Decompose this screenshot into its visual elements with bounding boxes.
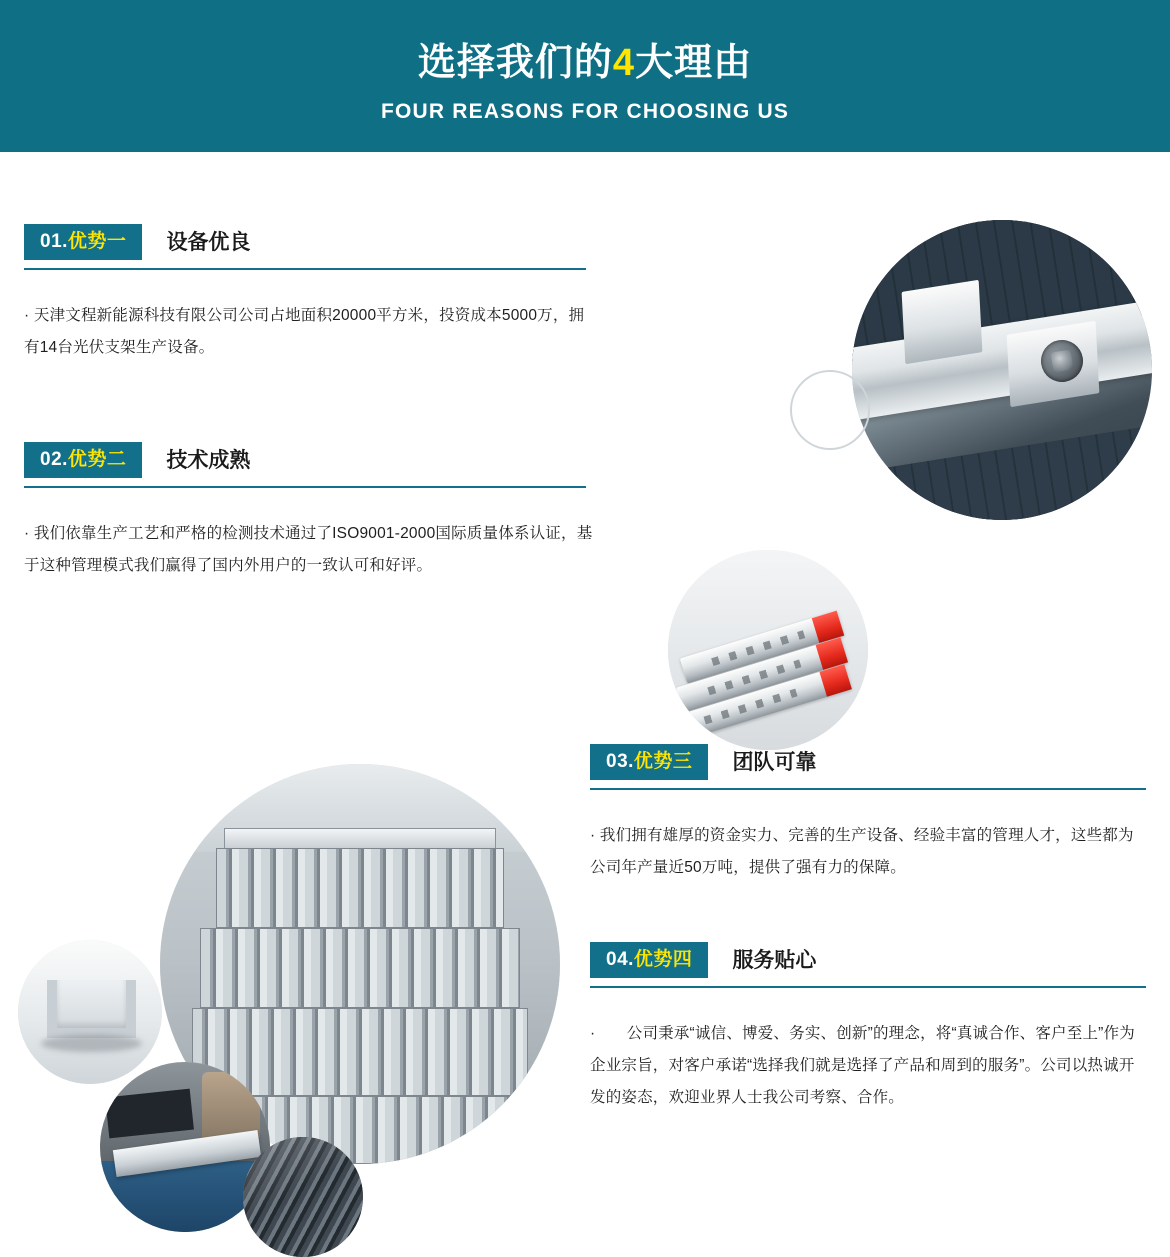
page-banner bbox=[0, 0, 1170, 152]
reason-label-03: 优势三 bbox=[633, 751, 693, 772]
reason-label-01: 优势一 bbox=[67, 231, 127, 252]
solar-rail-clamp-photo bbox=[852, 220, 1152, 520]
reason-header-02 bbox=[24, 442, 604, 478]
steel-coil-photo bbox=[243, 1137, 363, 1257]
reason-rule-02 bbox=[24, 486, 586, 488]
reason-title-01: 设备优良 bbox=[166, 231, 251, 254]
decorative-circle-outline bbox=[790, 370, 870, 450]
reason-number-02: 02. bbox=[40, 449, 68, 470]
reason-body-02: · 我们依靠生产工艺和严格的检测技术通过了ISO9001-2000国际质量体系认证，基于这种管理模式我们赢得了国内外用户的一致认可和好评。 bbox=[24, 525, 593, 574]
reason-number-03: 03. bbox=[606, 751, 634, 772]
reason-rule-04 bbox=[590, 986, 1146, 988]
page-title-highlight: 4 bbox=[612, 42, 636, 84]
machine-body bbox=[105, 1088, 194, 1137]
c-channel-profile bbox=[47, 980, 136, 1038]
content-area bbox=[0, 152, 1170, 1200]
reason-header-01 bbox=[24, 224, 604, 260]
reason-label-02: 优势二 bbox=[67, 449, 127, 470]
clamp-left bbox=[902, 280, 983, 364]
reason-block-04 bbox=[590, 942, 1146, 1113]
reason-block-03 bbox=[590, 744, 1146, 884]
reason-number-04: 04. bbox=[606, 949, 634, 970]
reason-title-04: 服务贴心 bbox=[732, 949, 817, 972]
purlin-stack-row bbox=[200, 928, 520, 1008]
page-title-suffix: 大理由 bbox=[635, 42, 753, 84]
strut-channel-photo bbox=[668, 550, 868, 750]
solar-rail-clamp-photo-inner bbox=[852, 220, 1152, 520]
page-title-prefix: 选择我们的 bbox=[417, 42, 613, 84]
page-subtitle: FOUR REASONS FOR CHOOSING US bbox=[380, 99, 790, 123]
reason-body-01: · 天津文程新能源科技有限公司公司占地面积20000平方米，投资成本5000万，拥有14台光伏支架生产设备。 bbox=[24, 307, 585, 356]
reason-tag-01 bbox=[24, 224, 142, 260]
reason-tag-02 bbox=[24, 442, 142, 478]
reason-body-04: · 公司秉承“诚信、博爱、务实、创新”的理念，将“真诚合作、客户至上”作为企业宗旨，对客户承诺“选择我们就是选择了产品和周到的服务”。公司以热诚开发的姿态，欢迎业界人士我公司考察、合作。 bbox=[590, 1025, 1135, 1106]
reason-rule-01 bbox=[24, 268, 586, 270]
reason-block-02 bbox=[24, 442, 604, 582]
reason-label-04: 优势四 bbox=[633, 949, 693, 970]
steel-coil-photo-inner bbox=[243, 1137, 363, 1257]
photo-sheen bbox=[243, 1137, 363, 1257]
reason-header-04 bbox=[590, 942, 1146, 978]
reason-rule-03 bbox=[590, 788, 1146, 790]
page-title bbox=[0, 0, 1170, 86]
worker-figure bbox=[202, 1072, 260, 1137]
reason-title-03: 团队可靠 bbox=[732, 751, 817, 774]
reason-body-03: · 我们拥有雄厚的资金实力、完善的生产设备、经验丰富的管理人才，这些都为公司年产量近50万吨，提供了强有力的保障。 bbox=[590, 827, 1134, 876]
purlin-stack-row bbox=[216, 848, 504, 928]
reason-block-01 bbox=[24, 224, 604, 364]
reason-tag-04 bbox=[590, 942, 708, 978]
strut-channel-photo-inner bbox=[668, 550, 868, 750]
reason-number-01: 01. bbox=[40, 231, 68, 252]
reason-title-02: 技术成熟 bbox=[166, 449, 251, 472]
